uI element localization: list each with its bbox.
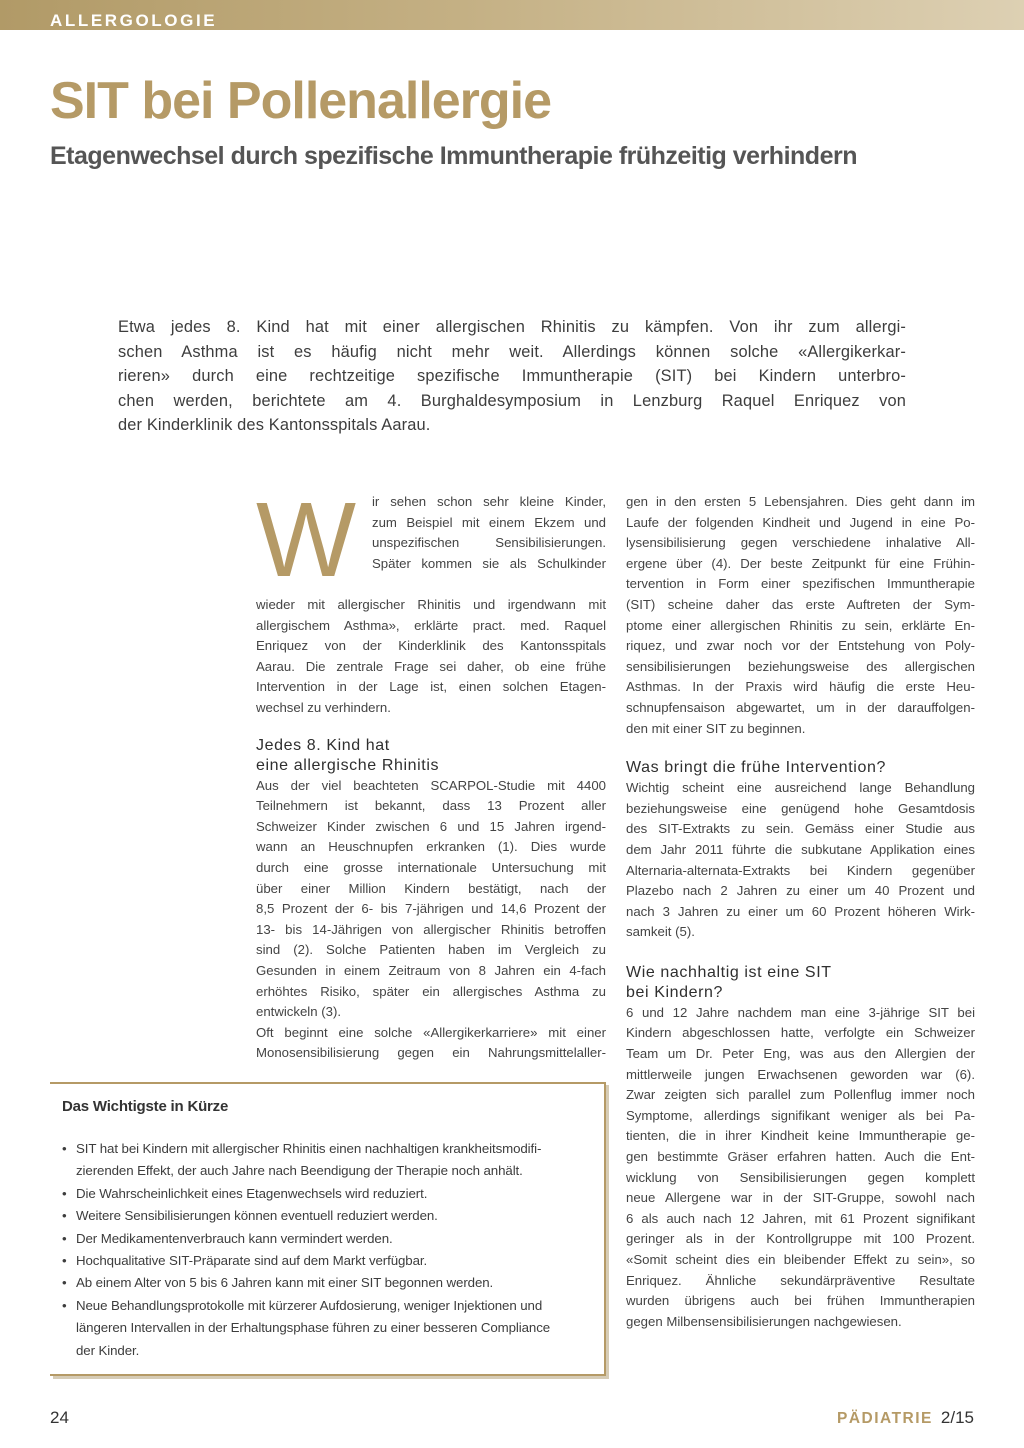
summary-item [62,1250,592,1272]
text-line: beziehungsweise eine genügend hohe Gesamtdosis [626,800,975,816]
text-line: gegen Milbensensibilisierungen nachgewiesen. [626,1313,902,1329]
text-line: ir sehen schon sehr kleine Kinder, [372,494,606,509]
body-paragraph [256,1023,606,1064]
issue-number: 2/15 [940,1408,974,1427]
text-line: 6 als auch nach 12 Jahren, mit 61 Prozent signifikant [626,1210,975,1226]
drop-cap: W [256,481,357,599]
text-line: schnupfensaison abgewartet, um in der darauffolgen- [626,699,975,715]
summary-item-line: • Ab einem Alter von 5 bis 6 Jahren kann mit einer SIT begonnen werden. [76,1275,494,1291]
text-line: Wichtig scheint eine ausreichend lange Behandlung [626,780,975,796]
summary-item-line: der Kinder. [76,1342,140,1358]
text-line: Aarau. Die zentrale Frage sei daher, ob eine frühe [256,658,606,674]
publication-logo: PÄDIATRIE [837,1410,933,1427]
text-line: ergene über (4). Der beste Zeitpunkt für eine Frühin- [626,555,975,571]
summary-item [62,1295,592,1362]
text-line: wicklung von Sensibilisierungen gegen komplett [626,1169,975,1185]
text-line: 8,5 Prozent der 6- bis 7-jährigen und 14,6 Prozent der [256,901,606,917]
section-heading: Was bringt die frühe Intervention? [626,759,886,777]
text-line: entwickeln (3). [256,1004,342,1020]
text-line: Alternaria-alternata-Extrakts bei Kindern gegenüber [626,862,975,878]
text-line: den mit einer SIT zu beginnen. [626,720,806,736]
text-line: Symptome, allerdings signifikant weniger als bei Pa- [626,1107,975,1123]
text-line: sensibilisierungen beziehungsweise des allergischen [626,658,975,674]
text-line: riquez, und zwar noch vor der Entstehung von Poly- [626,638,975,654]
text-line: neue Allergene war in der SIT-Gruppe, sowohl nach [626,1190,975,1206]
text-line: allergischem Asthma», erklärte pract. med. Raquel [256,617,606,633]
text-line: Enriquez. Ähnliche sekundärpräventive Resultate [626,1272,975,1288]
text-line: durch eine grosse internationale Untersuchung mit [256,859,606,875]
section-label: ALLERGOLOGIE [50,11,218,30]
summary-item-line: zierenden Effekt, der auch Jahre nach Beendigung der Therapie noch anhält. [76,1163,523,1179]
text-line: Kindern abgeschlossen hatte, verfolgte ein Schweizer [626,1025,975,1041]
lead-line: schen Asthma ist es häufig nicht mehr weit. Allerdings können solche «Allergikerkar- [118,342,906,361]
text-line: tervention in Form einer spezifischen Immuntherapie [626,576,975,592]
summary-item-line: • Weitere Sensibilisierungen können eventuell reduziert werden. [76,1208,438,1224]
summary-item [62,1205,592,1227]
text-line: Schweizer Kinder zwischen 6 und 15 Jahren irgend- [256,818,606,834]
intro-paragraph [256,595,606,719]
text-line: Später kommen sie als Schulkinder [372,555,606,571]
intro-with-dropcap [256,481,606,599]
heading-line: bei Kindern? [626,983,724,1001]
text-line: «Somit scheint dies ein bleibender Effekt zu sein», so [626,1252,975,1267]
text-column-left [256,481,606,1064]
text-line: lysensibilisierung gegen verschiedene inhalative All- [626,535,975,551]
text-line: Plazebo nach 2 Jahren zu einer um 40 Prozent und [626,883,975,899]
text-line: des SIT-Extrakts zu sein. Gemäss einer Studie aus [626,821,975,837]
text-line: gen in den ersten 5 Lebensjahren. Dies geht dann im [626,494,975,509]
text-line: Teilnehmern ist bekannt, dass 13 Prozent aller [256,798,606,814]
summary-item [62,1228,592,1250]
text-line: samkeit (5). [626,924,695,940]
heading-line: Jedes 8. Kind hat [256,736,390,754]
text-line: tienten, die in ihrer Kindheit keine Immuntherapie ge- [626,1128,975,1144]
lead-line: Etwa jedes 8. Kind hat mit einer allergischen Rhinitis zu kämpfen. Von ihr zum allergi- [118,318,906,336]
summary-item-line: • Die Wahrscheinlichkeit eines Etagenwechsels wird reduziert. [76,1185,428,1201]
text-line: geringer als in der Kontrollgruppe mit 100 Prozent. [626,1231,975,1247]
article-subtitle: Etagenwechsel durch spezifische Immuntherapie frühzeitig verhindern [50,142,857,170]
text-line: Asthmas. In der Praxis wird häufig die erste Heu- [626,679,975,695]
footer-publication [837,1408,974,1428]
article-title: SIT bei Pollenallergie [50,72,552,130]
summary-item-line: längeren Intervallen in der Erhaltungsphase führen zu einer besseren Compliance [76,1320,551,1336]
text-line: dem Jahr 2011 führte die subkutane Applikation eines [626,841,975,857]
text-line: wurden übrigens auch bei frühen Immuntherapien [626,1293,975,1309]
text-line: Oft beginnt eine solche «Allergikerkarriere» mit einer [256,1024,606,1040]
text-line: Laufe der folgenden Kindheit und Jugend in eine Po- [626,514,975,530]
text-line: mittlerweile jungen Erwachsenen geworden war (6). [626,1066,975,1082]
summary-box [50,1082,606,1376]
text-line: wechsel zu verhindern. [256,699,391,715]
text-line: 13- bis 14-Jährigen von allergischer Rhinitis betroffen [256,921,606,937]
summary-item [62,1138,592,1183]
text-line: (SIT) scheine daher das erste Auftreten der Sym- [626,596,975,612]
dropcap-lines [372,492,606,574]
section-heading [256,736,606,776]
lead-line: chen werden, berichtete am 4. Burghaldesymposium in Lenzburg Raquel Enriquez von [118,391,906,410]
text-column-right [626,492,975,1332]
text-line: Team um Dr. Peter Eng, was aus den Allergien der [626,1046,975,1062]
summary-item-line: • Der Medikamentenverbrauch kann vermindert werden. [76,1230,393,1246]
summary-item [62,1272,592,1294]
body-paragraph [626,1003,975,1333]
summary-item [62,1183,592,1205]
summary-item-line: • Hochqualitative SIT-Präparate sind auf dem Markt verfügbar. [76,1253,428,1269]
text-line: 6 und 12 Jahre nachdem man eine 3-jährige SIT bei [626,1004,975,1020]
text-line: Gesunden in einem Zeitraum von 8 Jahren ein 4-fach [256,962,606,978]
heading-line: Wie nachhaltig ist eine SIT [626,963,832,981]
text-line: wieder mit allergischer Rhinitis und irgendwann mit [256,597,606,612]
text-line: über einer Million Kindern bestätigt, nach der [256,880,606,896]
text-line: wann an Heuschnupfen erkranken (1). Dies wurde [256,839,606,855]
lead-line: rieren» durch eine rechtzeitige spezifische Immuntherapie (SIT) bei Kindern unterbro- [118,367,906,386]
text-line: Zwar zeigten sich parallel zum Pollenflug immer noch [626,1087,975,1103]
lead-paragraph [118,315,906,438]
body-paragraph [626,778,975,943]
body-paragraph [256,776,606,1023]
heading-line: eine allergische Rhinitis [256,756,440,774]
text-line: gen bestimmte Gräser erfahren hatten. Auch die Ent- [626,1149,975,1165]
page-number: 24 [50,1408,69,1427]
section-heading [626,963,975,1003]
summary-title: Das Wichtigste in Kürze [62,1098,229,1115]
text-line: Intervention in der Lage ist, einen solchen Etagen- [256,679,606,695]
text-line: Enriquez von der Kinderklinik des Kantonsspitals [256,638,606,654]
summary-item-line: • SIT hat bei Kindern mit allergischer Rhinitis einen nachhaltigen krankheitsmodifi- [76,1141,542,1156]
text-line: nach 3 Jahren zu einer um 60 Prozent höheren Wirk- [626,903,975,919]
text-line: erhöhtes Risiko, später ein allergisches Asthma zu [256,983,606,999]
text-line: sind (2). Solche Patienten haben im Vergleich zu [256,942,606,958]
text-line: ptome einer allergischen Rhinitis zu sein, erklärte En- [626,617,975,633]
body-paragraph [626,492,975,739]
summary-item-line: • Neue Behandlungsprotokolle mit kürzerer Aufdosierung, weniger Injektionen und [76,1297,543,1313]
summary-list [62,1138,592,1362]
lead-line: der Kinderklinik des Kantonsspitals Aarau. [118,416,431,435]
text-line: unspezifischen Sensibilisierungen. [372,535,606,551]
text-line: Monosensibilisierung gegen ein Nahrungsmittelaller- [256,1045,606,1061]
text-line: zum Beispiel mit einem Ekzem und [372,514,606,530]
text-line: Aus der viel beachteten SCARPOL-Studie mit 4400 [256,777,606,793]
